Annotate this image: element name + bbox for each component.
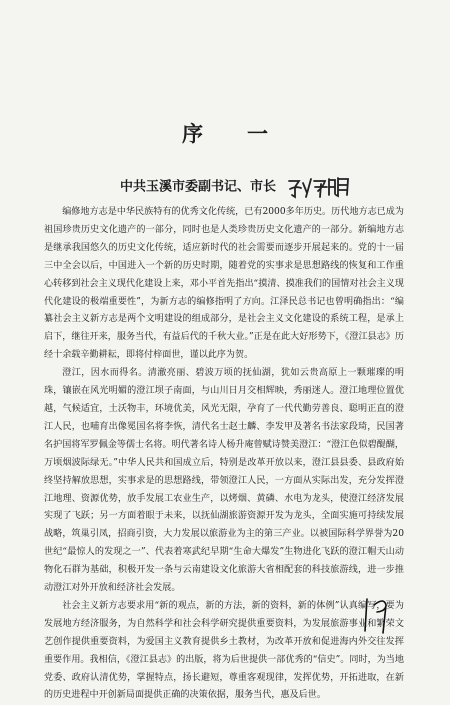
paragraph-2: 澄江，因水而得名。清澈亮丽、碧波万顷的抚仙湖，犹如云贵高原上一颗璀璨的明珠，镶嵌在风光明媚的澄江坝子南面，与山川日月交相辉映，秀丽迷人。澄江地理位置优越，气候适宜，土沃物丰，环境优美，风光无限，孕育了一代代勤劳善良、聪明正直的澄江人民，也哺育出像冕国名将李恢，清代名士赵士麟、李发甲及著名书法家段琦，民国著名护国将军罗佩金等儒士名将。明代著名诗人杨升庵曾赋诗赞美澄江：“澄江色似碧醍醐，万顷烟波际绿无。”中华人民共和国成立后，特别是改革开放以来，澄江县县委、县政府始终坚持解放思想，实事求是的思想路线，带领澄江人民，一方面从实际出发，充分发挥澄江地理、资源优势，放手发展工农业生产，以烤烟、黄磷、水电为龙头，使澄江经济发展实现了飞跃；另一方面着眼于未来，以抚仙湖旅游资源开发为龙头，全面实施可持续发展战略，筑巢引凤，招商引资，大力发展以旅游业为主的第三产业。以被国际科学界誉为20世纪“最惊人的发现之一”、代表着寒武纪早期“生命大爆发”生物进化飞跃的澄江帽天山动物化石群为基础，积极开发一条与云南建设文化旅游大省相配套的科技旅游线，进一步推动澄江对外开放和经济社会发展。 [44,368,404,594]
author-position: 中共玉溪市委副书记、市长 [120,179,277,195]
title-char-2: 一 [247,121,268,146]
author-byline [120,175,420,199]
preface-title [0,118,450,148]
handwritten-signature [287,175,351,199]
preface-body [44,204,404,705]
handwritten-page-number [362,591,392,639]
title-char-1: 序 [182,121,203,146]
paragraph-1: 编修地方志是中华民族特有的优秀文化传统，已有2000多年历史。历代地方志已成为祖国珍贵历史文化遗产的一部分，同时也是人类珍贵历史文化遗产的一部分。新编地方志是继承我国悠久的历史文化传统，适应新时代的社会需要而逐步开展起来的。党的十一届三中全会以后，中国进入一个新的历史时期，随着党的实事求是思想路线的恢复和工作重心转移到社会主义现代化建设上来，邓小平首先指出“摸清、摸准我们的国情对社会主义现代化建设的极端重要性”，为新方志的编修指明了方向。江泽民总书记也曾明确指出：“编纂社会主义新方志是两个文明建设的组成部分，是社会主义文化建设的系统工程，是承上启下，继往开来，服务当代，有益后代的千秋大业。”正是在此大好形势下，《澄江县志》历经十余载辛勤耕耘，即将付梓面世，谨以此序为贺。 [44,207,404,361]
page-number-glyphs [362,591,392,635]
paragraph-3: 社会主义新方志要求用“新的观点，新的方法，新的资料，新的体例”认真编写，要为发展地方经济服务，为自然科学和社会科学研究提供重要资料，为发展旅游事业和繁荣文艺创作提供重要资料，为爱国主义教育提供乡土教材，为改革开放和促进海内外交往发挥重要作用。我相信，《澄江县志》的出版，将为后世提供一部优秀的“信史”。同时，为当地党委、政府认清优势，掌握特点，扬长避短，尊重客观现律，发挥优势，开拓进取，在新的历史进程中开创新局面提供正确的决策依据，服务当代，惠及后世。 [44,600,404,701]
